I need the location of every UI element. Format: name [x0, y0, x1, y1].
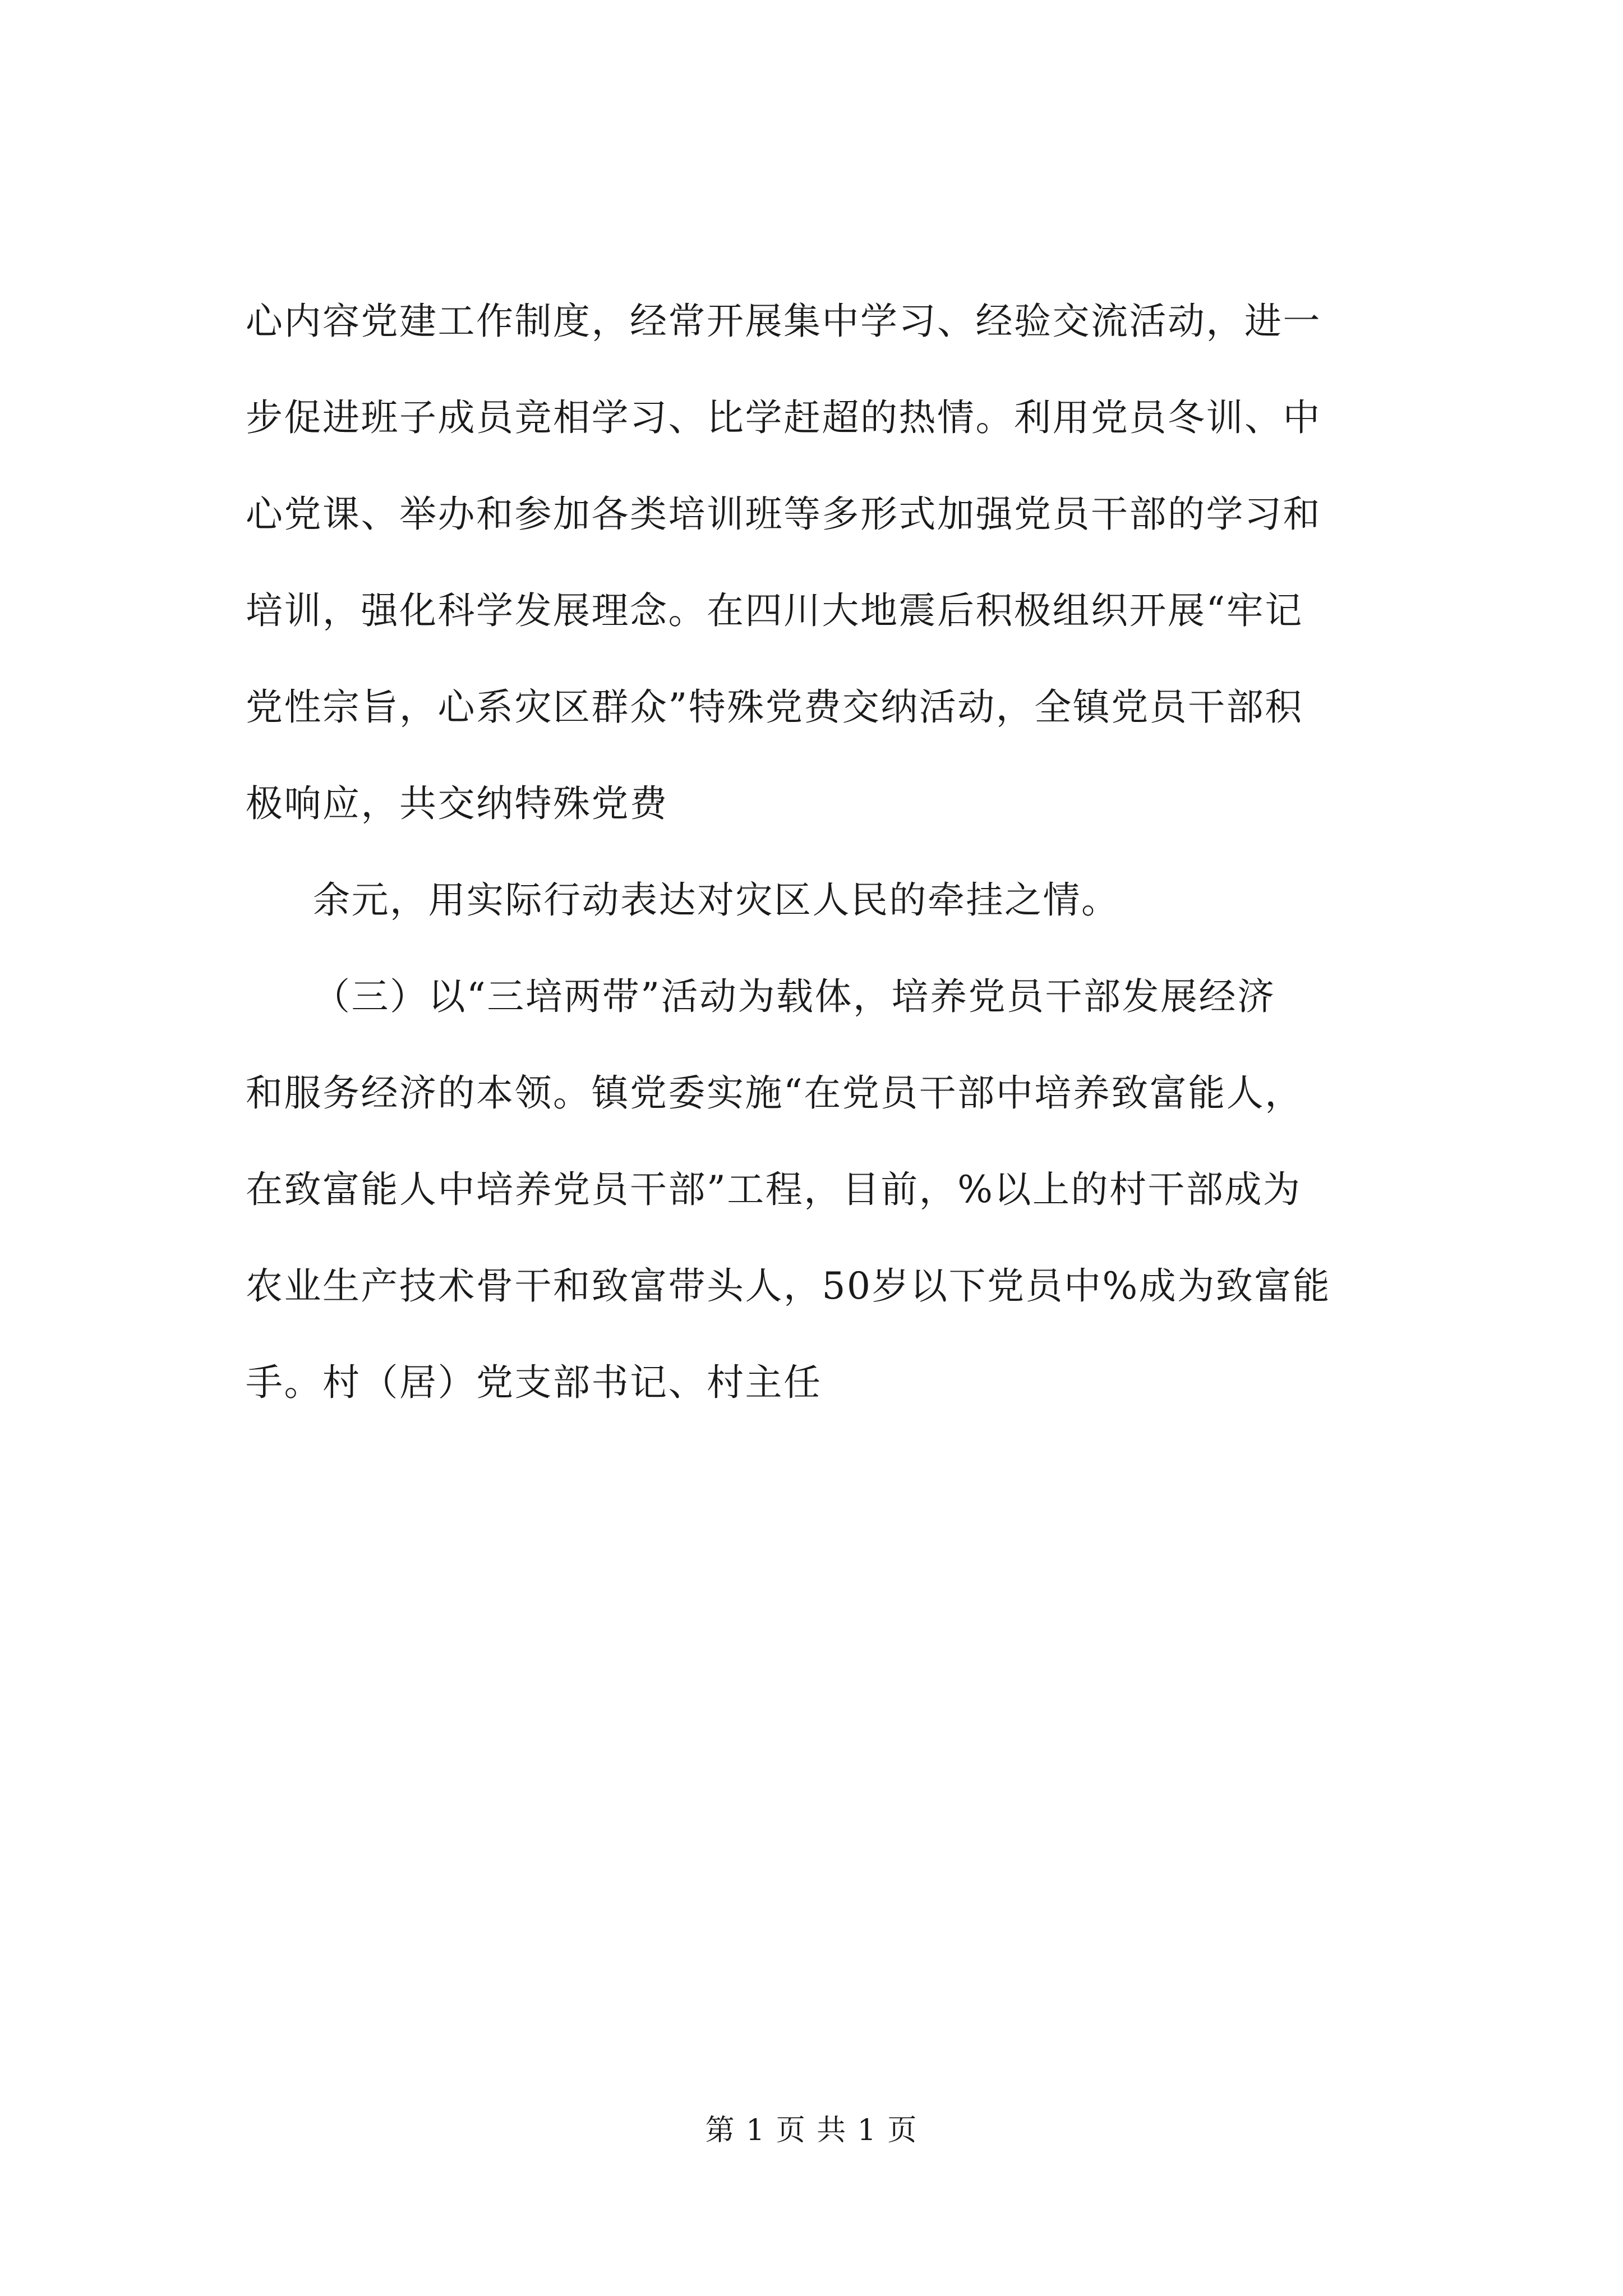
- text-line: 心内容党建工作制度，经常开展集中学习、经验交流活动，进一: [246, 300, 1321, 343]
- text-line: 和服务经济的本领。镇党委实施“在党员干部中培养致富能人，: [246, 1071, 1303, 1115]
- text-line: 极响应，共交纳特殊党费: [246, 782, 668, 825]
- text-line: 余元，用实际行动表达对灾区人民的牵挂之情。: [313, 878, 1120, 922]
- body-text: [246, 300, 1423, 1461]
- text-line: 心党课、举办和参加各类培训班等多形式加强党员干部的学习和: [246, 493, 1321, 536]
- text-line: 党性宗旨，心系灾区群众”特殊党费交纳活动，全镇党员干部积: [246, 685, 1303, 729]
- page-footer: 第 1 页 共 1 页: [705, 2114, 918, 2147]
- text-line: 步促进班子成员竞相学习、比学赶超的热情。利用党员冬训、中: [246, 396, 1321, 439]
- text-line: （三）以“三培两带”活动为载体，培养党员干部发展经济: [313, 975, 1276, 1018]
- text-line: 在致富能人中培养党员干部”工程，目前，%以上的村干部成为: [246, 1168, 1302, 1211]
- text-line: 培训，强化科学发展理念。在四川大地震后积极组织开展“牢记: [246, 589, 1303, 632]
- text-line: 农业生产技术骨干和致富带头人，50岁以下党员中%成为致富能: [246, 1264, 1331, 1308]
- text-line: 手。村（居）党支部书记、村主任: [246, 1361, 822, 1404]
